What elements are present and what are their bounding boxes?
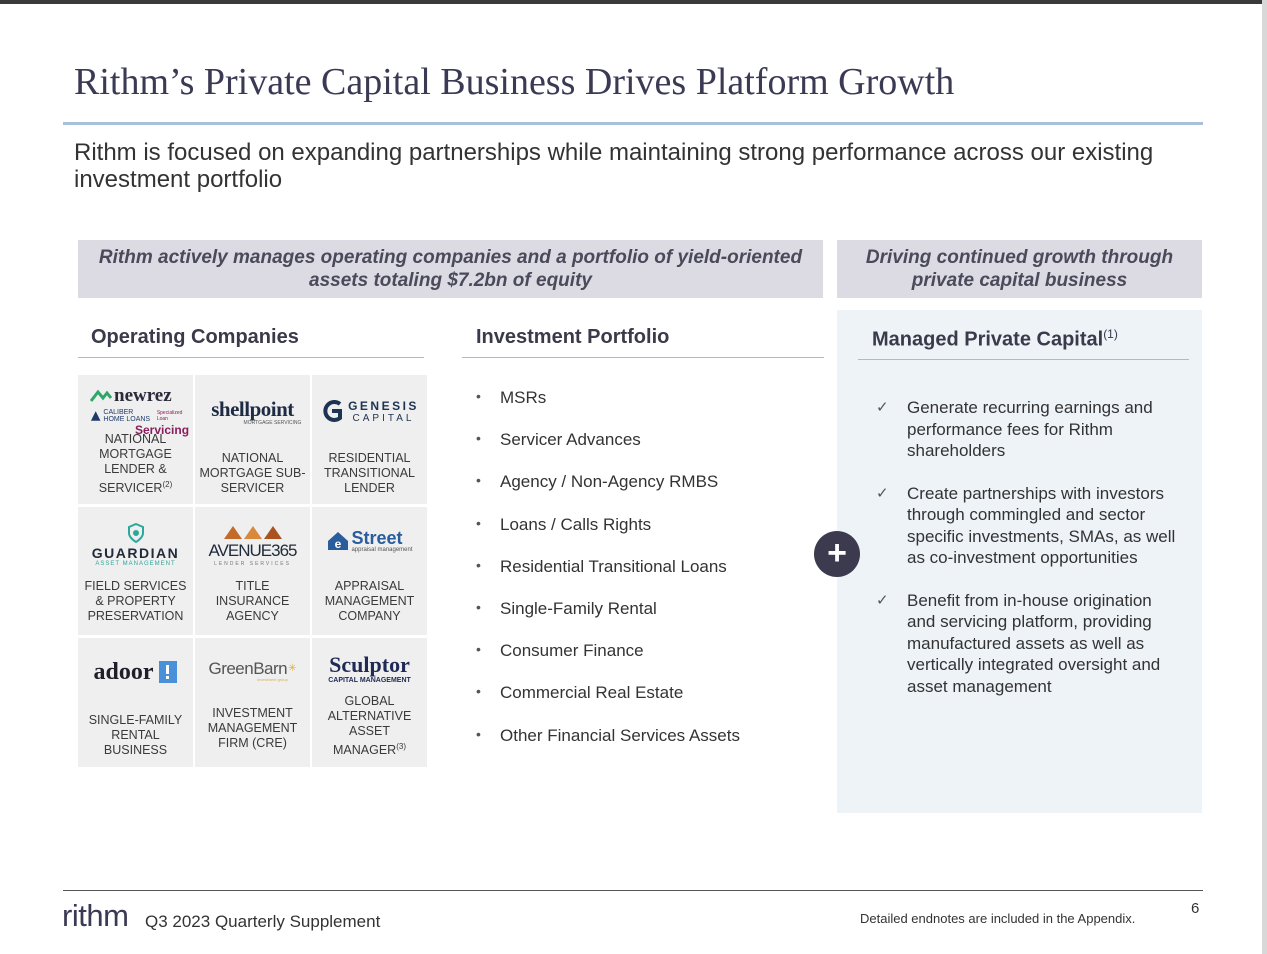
- tile-caption: TITLE INSURANCE AGENCY: [215, 579, 290, 623]
- specialized-loan-text: Specialized Loan: [156, 410, 183, 422]
- avenue365-logo: [195, 517, 310, 573]
- managed-private-capital-heading: [872, 327, 1118, 352]
- investment-portfolio-divider: [462, 357, 824, 358]
- estreet-subtext: appraisal management: [351, 547, 413, 553]
- genesis-logo: [312, 383, 427, 439]
- slide-title: Rithm’s Private Capital Business Drives Platform Growth: [74, 61, 955, 103]
- tile-caption: SINGLE-FAMILY RENTAL BUSINESS: [88, 713, 183, 757]
- footnote-ref: (3): [396, 741, 406, 751]
- guardian-subtext: ASSET MANAGEMENT: [95, 561, 176, 567]
- avenue365-wordmark: AVENUE365: [208, 540, 297, 560]
- company-tile-greenbarn: [195, 638, 310, 767]
- right-scroll-edge: [1262, 0, 1267, 954]
- tile-caption: [314, 694, 425, 758]
- tile-caption-text: NATIONAL MORTGAGE LENDER & SERVICER: [98, 431, 172, 495]
- caliber-triangle-icon: [90, 410, 101, 422]
- greenbarn-wordmark: GreenBarn: [208, 658, 288, 678]
- tile-caption: INVESTMENT MANAGEMENT FIRM (CRE): [207, 706, 298, 750]
- genesis-capital-text: CAPITAL: [352, 412, 415, 424]
- estreet-house-icon: [326, 530, 350, 552]
- tile-caption: RESIDENTIAL TRANSITIONAL LENDER: [324, 451, 415, 495]
- company-tile-sculptor: [312, 638, 427, 767]
- list-item: • MSRs: [476, 388, 740, 430]
- check-icon: ✓: [876, 484, 889, 502]
- list-item: • Single-Family Rental: [476, 599, 740, 641]
- list-item: [876, 483, 1176, 569]
- newrez-logo: [78, 383, 193, 439]
- managed-private-capital-heading-text: Managed Private Capital: [872, 328, 1104, 351]
- svg-text:e: e: [335, 537, 342, 551]
- operating-companies-grid: [78, 375, 428, 767]
- shellpoint-subtext: MORTGAGE SERVICING: [243, 419, 302, 426]
- list-item: • Residential Transitional Loans: [476, 557, 740, 599]
- adoor-door-icon: [158, 660, 178, 684]
- right-banner: [837, 240, 1202, 298]
- greenbarn-subtext: investment group: [257, 676, 288, 682]
- sculptor-logo: [312, 640, 427, 696]
- left-banner-text: Rithm actively manages operating companies and a portfolio of yield-oriented assets totaling $7.2bn of equity: [98, 247, 803, 291]
- estreet-logo: [312, 513, 427, 569]
- list-item: [876, 397, 1176, 462]
- guardian-wordmark: GUARDIAN: [91, 545, 180, 561]
- managed-private-capital-list: [876, 397, 1176, 718]
- guardian-shield-icon: [127, 523, 145, 543]
- tile-caption: [80, 432, 191, 496]
- footnote-ref: (1): [1103, 327, 1118, 341]
- company-tile-estreet: [312, 507, 427, 635]
- right-banner-text: Driving continued growth through private capital business: [865, 247, 1174, 291]
- top-border: [0, 0, 1267, 4]
- operating-companies-divider: [78, 357, 424, 358]
- list-item: [876, 590, 1176, 698]
- company-tile-newrez: [78, 375, 193, 504]
- managed-private-capital-divider: [858, 359, 1189, 360]
- guardian-logo: [78, 517, 193, 573]
- list-item: • Other Financial Services Assets: [476, 726, 740, 768]
- tile-caption: NATIONAL MORTGAGE SUB-SERVICER: [199, 451, 306, 495]
- genesis-wordmark: GENESIS: [348, 398, 419, 413]
- list-item-text: Benefit from in-house origination and servicing platform, providing manufactured assets as well as vertically integrated oversight and asset management: [907, 590, 1161, 696]
- greenbarn-spark-icon: ✳: [288, 663, 297, 674]
- title-divider: [63, 122, 1203, 125]
- footer-subtitle: Q3 2023 Quarterly Supplement: [145, 912, 381, 931]
- left-banner: [78, 240, 823, 298]
- newrez-wordmark: newrez: [114, 385, 172, 406]
- company-tile-avenue365: [195, 507, 310, 635]
- company-tile-adoor: [78, 638, 193, 767]
- genesis-g-icon: [320, 398, 344, 424]
- list-item-text: Generate recurring earnings and performance fees for Rithm shareholders: [907, 398, 1153, 460]
- rithm-logo: rithm: [62, 898, 129, 933]
- page-number: 6: [1191, 900, 1200, 917]
- operating-companies-heading: Operating Companies: [91, 326, 299, 348]
- footer-divider: [63, 890, 1203, 891]
- greenbarn-logo: [195, 642, 310, 698]
- company-tile-shellpoint: [195, 375, 310, 504]
- avenue365-subtext: LENDER SERVICES: [214, 560, 291, 567]
- tile-caption: FIELD SERVICES & PROPERTY PRESERVATION: [84, 579, 187, 623]
- shellpoint-wordmark: shellpoint: [211, 396, 294, 421]
- company-tile-guardian: [78, 507, 193, 635]
- avenue365-rooftops-icon: [222, 524, 284, 540]
- shellpoint-logo: [195, 383, 310, 439]
- list-item: • Servicer Advances: [476, 430, 740, 472]
- list-item: • Commercial Real Estate: [476, 683, 740, 725]
- check-icon: ✓: [876, 399, 889, 416]
- tile-caption: APPRAISAL MANAGEMENT COMPANY: [324, 579, 415, 623]
- slide-subtitle: Rithm is focused on expanding partnerships while maintaining strong performance across our existing investment portfolio: [74, 139, 1154, 193]
- newrez-roof-icon: [90, 389, 112, 403]
- list-item: • Loans / Calls Rights: [476, 515, 740, 557]
- adoor-wordmark: adoor: [93, 658, 154, 685]
- footnote-ref: (2): [162, 479, 173, 489]
- sculptor-wordmark: Sculptor: [329, 652, 410, 677]
- adoor-logo: [78, 644, 193, 700]
- check-icon: ✓: [876, 591, 889, 609]
- list-item-text: Create partnerships with investors through commingled and sector specific investments, SMAs, as well as co-investment opportunities: [907, 483, 1176, 567]
- footer-endnote: Detailed endnotes are included in the Appendix.: [860, 911, 1136, 926]
- list-item: • Agency / Non-Agency RMBS: [476, 472, 740, 514]
- investment-portfolio-list: [476, 388, 740, 768]
- caliber-wordmark: CALIBER HOME LOANS: [103, 409, 151, 423]
- servicing-wordmark: Servicing: [135, 423, 190, 437]
- tile-caption-text: GLOBAL ALTERNATIVE ASSET MANAGER: [327, 693, 412, 757]
- list-item: • Consumer Finance: [476, 641, 740, 683]
- plus-icon: +: [814, 531, 860, 577]
- estreet-wordmark: Street: [351, 528, 403, 548]
- investment-portfolio-heading: Investment Portfolio: [476, 326, 670, 348]
- company-tile-genesis: [312, 375, 427, 504]
- sculptor-subtext: CAPITAL MANAGEMENT: [328, 677, 411, 684]
